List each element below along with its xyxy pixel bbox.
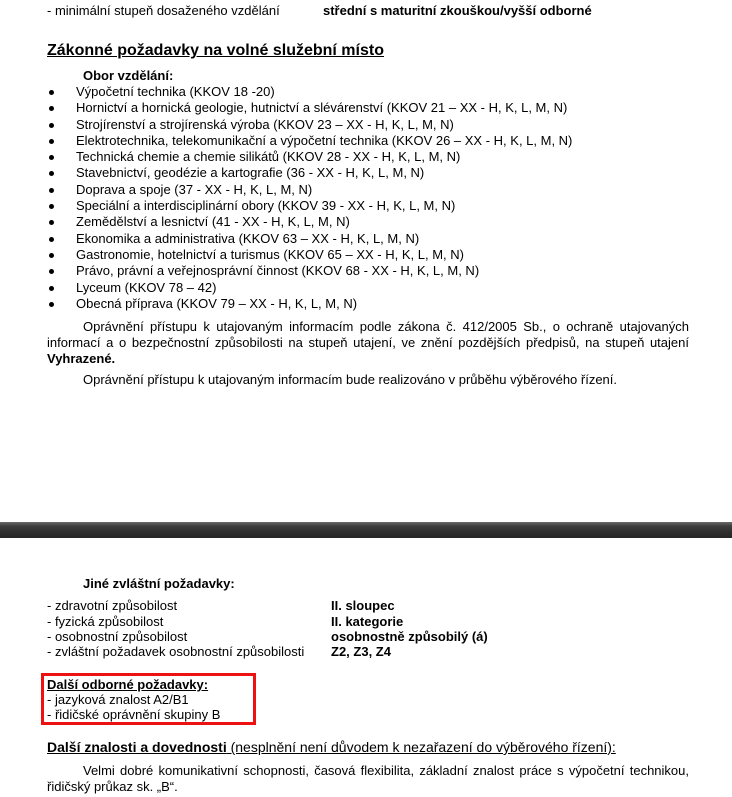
skills-heading: Další znalosti a dovednosti (nesplnění není důvodem k nezařazení do výběrového řízení): [47,739,616,755]
field-of-education-heading: Obor vzdělání: [83,68,174,83]
education-level-value: střední s maturitní zkouškou/vyšší odborné [323,3,592,18]
expert-requirements-heading: Další odborné požadavky: [47,677,209,692]
expert-requirement-license: - řidičské oprávnění skupiny B [47,707,221,722]
clearance-note: Oprávnění přístupu k utajovaným informacím bude realizováno v průběhu výběrového řízení. [83,372,618,387]
list-item: Gastronomie, hotelnictví a turismus (KKOV 65 – XX - H, K, L, M, N) [49,247,572,263]
education-level-label: - minimální stupeň dosaženého vzdělání [47,3,280,18]
bullet-icon [49,302,54,307]
bullet-icon [49,237,54,242]
list-item: Stavebnictví, geodézie a kartografie (36 - XX - H, K, L, M, N) [49,165,572,181]
bullet-icon [49,286,54,291]
list-item: Obecná příprava (KKOV 79 – XX - H, K, L, M, N) [49,296,572,312]
bullet-icon [49,123,54,128]
bullet-icon [49,171,54,176]
list-item: Lyceum (KKOV 78 – 42) [49,280,572,296]
list-item: Zemědělství a lesnictví (41 - XX - H, K, L, M, N) [49,214,572,230]
list-item: Ekonomika a administrativa (KKOV 63 – XX - H, K, L, M, N) [49,231,572,247]
bullet-icon [49,155,54,160]
bullet-icon [49,139,54,144]
bullet-icon [49,253,54,258]
list-item: Právo, právní a veřejnosprávní činnost (KKOV 68 - XX - H, K, L, M, N) [49,263,572,279]
list-item: Speciální a interdisciplinární obory (KKOV 39 - XX - H, K, L, M, N) [49,198,572,214]
requirement-row: - fyzická způsobilost II. kategorie [47,614,404,629]
education-fields-list [49,84,572,312]
list-item: Výpočetní technika (KKOV 18 -20) [49,84,572,100]
list-item: Doprava a spoje (37 - XX - H, K, L, M, N) [49,182,572,198]
list-item: Hornictví a hornická geologie, hutnictví a slévárenství (KKOV 21 – XX - H, K, L, M, N) [49,100,572,116]
bullet-icon [49,188,54,193]
other-requirements-heading: Jiné zvláštní požadavky: [83,576,235,591]
bullet-icon [49,90,54,95]
requirement-row: - osobnostní způsobilost osobnostně způsobilý (á) [47,629,488,644]
bullet-icon [49,204,54,209]
expert-requirement-language: - jazyková znalost A2/B1 [47,692,189,707]
legal-requirements-heading: Zákonné požadavky na volné služební místo [47,42,384,59]
requirement-row: - zvláštní požadavek osobnostní způsobilosti Z2, Z3, Z4 [47,644,391,659]
page-separator [0,522,732,538]
requirement-row: - zdravotní způsobilost II. sloupec [47,598,395,613]
bullet-icon [49,106,54,111]
bullet-icon [49,220,54,225]
list-item: Elektrotechnika, telekomunikační a výpočetní technika (KKOV 26 – XX - H, K, L, M, N) [49,133,572,149]
skills-paragraph: Velmi dobré komunikativní schopnosti, časová flexibilita, základní znalost práce s výpočetní technikou, řidičský průkaz sk. „B“. [47,763,689,794]
list-item: Strojírenství a strojírenská výroba (KKOV 23 – XX - H, K, L, M, N) [49,117,572,133]
list-item: Technická chemie a chemie silikátů (KKOV 28 - XX - H, K, L, M, N) [49,149,572,165]
bullet-icon [49,269,54,274]
clearance-paragraph: Oprávnění přístupu k utajovaným informacím podle zákona č. 412/2005 Sb., o ochraně utajovaných informací a o bezpečnostní způsobilosti na stupeň utajení, ve znění pozdějších předpisů, na stupeň utajení Vyhrazené. [47,319,689,366]
